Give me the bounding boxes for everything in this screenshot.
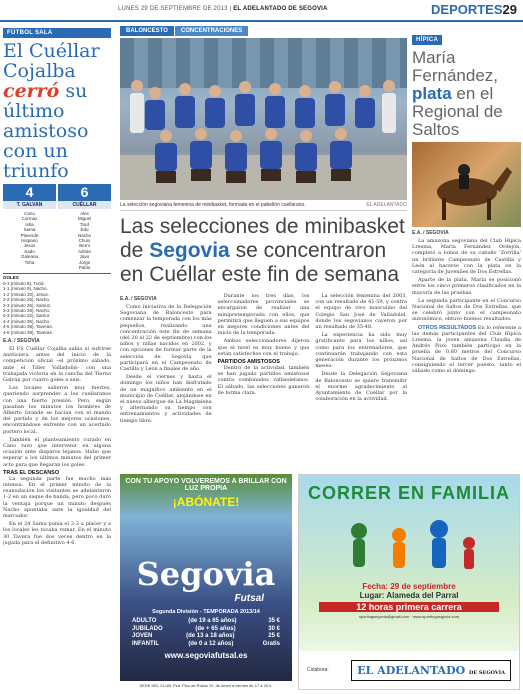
score-home: 4 (3, 184, 56, 201)
center-col-2: Durante los tres días, los seleccionadores provinciales se encargaron de realizar una minipretemporada con ellos, que permitirá que lleguen a sus equipos en mejores condiciones antes del inicio de la temporada. Ambos seleccionadores dijeron que el nivel es muy bueno y que están satisfechos con el trabajo. PARTIDOS AMISTOSOS Dentro de la actividad, también se han jugado partidos amistosos contra combinados vallisoletanos. El sábado, las selecciones ganaron de forma clara. (217, 293, 310, 396)
section-tag-futbol-sala: FÚTBOL SALA (3, 28, 111, 38)
lineup-away: Alex Miguel Turd Edu Nacho Chuni Berni Adrián Javo Jorge Pablo (77, 211, 92, 271)
futsal-ad-cta: ¡ABÓNATE! (172, 495, 240, 509)
photo-caption: La selección segoviana femenina de minibasket, formada en el pabellón cuellarano. (120, 202, 306, 208)
section-tag-baloncesto: BALONCESTO (120, 26, 174, 36)
left-headline: El Cuéllar Cojalba cerró su último amistoso con un triunfo (3, 40, 100, 182)
sponsor-logo: EL ADELANTADO DE SEGOVIA (351, 660, 511, 681)
family-run-time: 12 horas primera carrera (319, 602, 499, 612)
futsal-prices: ADULTO (de 19 a 65 años) 35 € JUBILADO (de + 65 años) 30 € JOVEN (de 13 a 18 años) 25 € INFANTIL (de 0 a 12 años) Gratis (132, 618, 280, 647)
horse-figure (412, 142, 521, 227)
team-away: CUÉLLAR (58, 201, 111, 209)
left-subhead: TRAS EL DESCANSO (3, 469, 60, 476)
center-subhead: PARTIDOS AMISTOSOS (217, 359, 280, 366)
futsal-logo-sub: Futsal (234, 593, 264, 604)
family-run-place: Lugar: Alameda del Parral (359, 591, 459, 600)
runners-figure (329, 519, 489, 589)
page-number: 29 (502, 2, 517, 17)
masthead-paper: EL ADELANTADO DE SEGOVIA (233, 6, 328, 12)
left-body: El FS Cuéllar Cojalba sabía sí sufrirse anoticiera antes del inicio de la competición oficial –el próximo sábado, ante el Tiñer Valladolid– con una trabajada victoria en la cancha del Tierno Galván por cuatro goles a seis. Los locales salieron muy fuertes, queriendo sorprender a los cuellaranos con una fuerte presión. Pero, según pasaban los minutos los hombres de Alberto Grande se hacían con el mando del partido y de los mejores ocasiones, encontrándose enfrente con un acertado portero local. También el planteamiento curado en Cano tuvo que intervenir en alguna ocasión ante disparos lejanos. Hubo que esperar a los últimos minutos del primer acto para que llegaran los goles. TRAS EL DESCANSO La segunda parte fue mucho más intensa. En el primer minuto de la reanudación los visitantes se adelantaron 1-2 en un saque de banda, pero poco duró la ventaja porque un minuto después Nacho apuntaba ante la igualdad del marcador. En el 24 Samu ponía el 2-3 a placer y a los locales les tocaba remar. En el minuto 30 Tavera fue dos veces dentro en la jugada para el definitivo 4-6. (3, 345, 111, 546)
center-byline: E.A. / SEGOVIA (120, 296, 157, 302)
section-name: DEPORTES (431, 2, 503, 17)
right-body: La amazona segoviana del Club Hípica Lresma, María Fernández Ordejón, completó a lomos de su caballo 'Zorrilla' un brillante Campeonato de Castilla y León al hacerse con la plata en la categoría de Juveniles de Dos Estrellas. Aparte de la plata, María se posicionó entre los cinco primeros clasificados en la mayoría de las pruebas. La segunda participante en el Concurso Nacional de Saltos de Dos Estrellas, que se celebró junto con el campeonato autonómico, obtuvo buenos resultados. OTROS RESULTADOS En lo referente a las demás participantes del Club Hípica Lresma, la joven amazona Claudia de Andrés Pozo también participó en la prueba de 0,80 metros del Concurso Nacional de Saltos de Dos Estrellas, consiguiendo el tercer puesto, tanto el sábado como el domingo. (412, 238, 521, 375)
masthead-date: LUNES 29 DE SEPTIEMBRE DE 2013 (118, 6, 228, 12)
score-away: 6 (58, 184, 111, 201)
family-run-date: Fecha: 29 de septiembre (362, 582, 456, 591)
family-run-ad (298, 474, 520, 690)
section-tag-hipica: HÍPICA (412, 35, 442, 45)
scoreboard (3, 184, 111, 209)
futsal-logo: Segovia (136, 555, 276, 593)
players-figure (120, 38, 407, 200)
futsal-ad-slogan: CON TU APOYO VOLVEREMOS A BRILLAR CON LUZ PROPIA (125, 478, 287, 492)
team-home: T. GALVAN (3, 201, 56, 209)
lineup-home: Cano Cormax Ixtia Sama Plaverde Hispano Jesus Sado Galeana Toha (20, 211, 39, 265)
futsal-ad (120, 474, 292, 690)
rider-photo (412, 142, 521, 227)
masthead: LUNES 29 DE SEPTIEMBRE DE 2013 | EL ADELANTADO DE SEGOVIA DEPORTES29 (0, 0, 523, 22)
goals-list: GOLES 0-1 (minuto 8), Turid. 1-1 (minuto 9), Nacho. 1-2 (minuto 20), Jesus. 2-2 (minuto 25), Nacho. 2-3 (minuto 26), Samuz. 3-3 (minuto 28), Nacho. 4-3 (minuto 32), Samur. 4-4 (minuto 35), Nacho. 4-5 (minuto 38), Taveras. 4-6 (minuto 39), Taveras. (3, 273, 111, 334)
futsal-web: www.segoviafutsal.es (164, 651, 248, 660)
family-run-info: sportingsegovia@gmail.com · www.sportingsegovia.com (358, 614, 460, 619)
center-col-3: La selección femenina del 2003, con un resultado de 41-59, y contra el equipo de vivo masculino del Colegio San José de Valladolid, donde los segovianos cayeron por un resultado de 35-48. La experiencia ha sido muy gratificante para los niños, así como para los entrenadores, que continuarán trabajando con esta generación durante los próximos meses. Desde la Delegación Segoviana de Baloncesto se quiere transmitir el enorme agradecimiento al Ayuntamiento de Cuéllar por la colaboración en la actividad. (315, 293, 407, 403)
family-run-title: CORRER EN FAMILIA (307, 483, 510, 503)
futsal-footer: SEDE DEL CLUB: Pza. Pico de Rollos 10, de lunes a viernes de 17 a 20 h. (120, 681, 292, 690)
sponsor-label: Colabora: (307, 667, 329, 673)
lineups (3, 211, 111, 270)
left-byline: E.A. / SEGOVIA (3, 337, 40, 344)
futsal-division: Segunda División - TEMPORADA 2013/14 (152, 609, 260, 615)
right-subhead: OTROS RESULTADOS (418, 324, 477, 331)
right-headline: María Fernández, plata en el Regional de Saltos (412, 48, 503, 139)
center-headline: Las selecciones de minibasket de Segovia se concentraron en Cuéllar este fin de semana (120, 215, 405, 286)
right-byline: E.A. / SEGOVIA (412, 230, 449, 236)
photo-credit: EL ADELANTADO (366, 202, 407, 208)
team-photo (120, 38, 407, 200)
center-col-1: E.A. / SEGOVIA Como iniciativa de la Delegación Segoviana de Baloncesto para comenzar la temporada con los más pequeños, realizando una concentración este fin de semana (del 20 al 22 de septiembre) con los niños y niñas nacidos en 2002, y con opciones de formar parte de la selección de Segovia que participará en el Campeonato de Castilla y León a finales de año. Desde el viernes y hasta el domingo los niños han disfrutado de un magnífico ambiente en el municipio de Cuéllar, alojándose en el nuevo albergue de La Magdalena y alternando su tiempo con entrenamientos y actividades de tiempo libre. (120, 296, 212, 424)
section-tag-concentraciones: CONCENTRACIONES (175, 26, 248, 36)
left-article (3, 28, 111, 690)
